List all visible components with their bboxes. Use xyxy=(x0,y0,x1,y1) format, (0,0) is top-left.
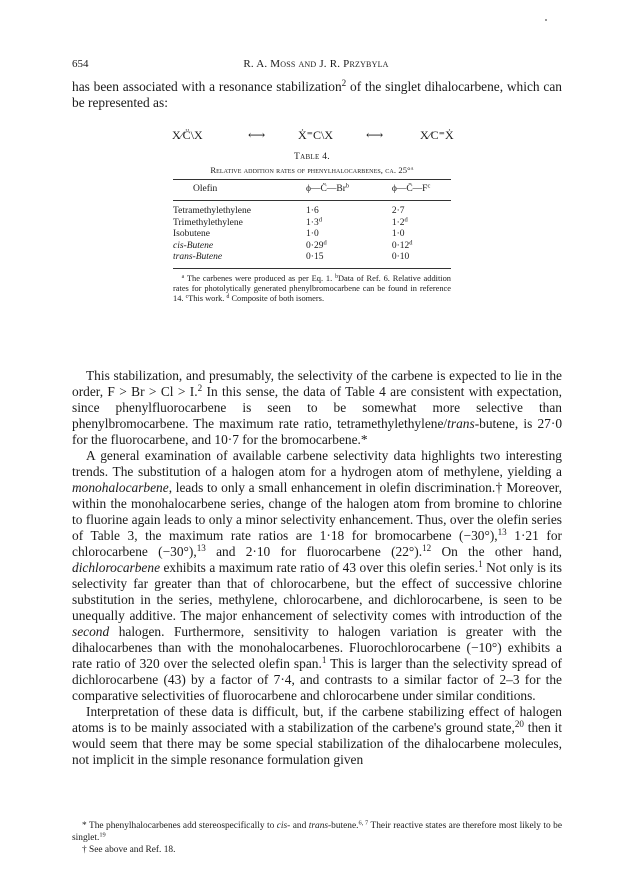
citation-sup: 2 xyxy=(197,383,203,393)
structure-2: Ẋ⁼C\X xyxy=(298,128,334,142)
intro-text-b: of the singlet dihalocarbene, which can be represented as: xyxy=(72,79,562,110)
row-olefin: Trimethylethylene xyxy=(173,217,243,228)
row-br xyxy=(306,215,392,230)
p2-text-f: exhibits a maximum rate ratio of 43 over this olefin series. xyxy=(160,560,479,575)
row-f xyxy=(391,238,451,253)
row-olefin: trans-Butene xyxy=(173,252,306,268)
scan-speck xyxy=(545,19,547,21)
row-br xyxy=(306,201,392,218)
row-br xyxy=(306,229,392,241)
p2-text-e: On the other hand, xyxy=(431,544,562,559)
citation-sup: 12 xyxy=(422,543,432,553)
row-br xyxy=(306,238,392,253)
note-d-mark: d xyxy=(226,294,230,301)
header-bromo xyxy=(306,180,392,201)
intro-text-a: has been associated with a resonance stabilization xyxy=(72,79,342,94)
structure-3: X⁄C⁼Ẋ xyxy=(420,128,454,142)
table-row xyxy=(173,201,451,218)
row-olefin: Tetramethylethylene xyxy=(173,206,251,216)
row-f-value: 0·12 xyxy=(391,240,410,251)
rates-table xyxy=(173,179,451,269)
resonance-arrow-1: ⟷ xyxy=(248,128,266,142)
table-header-row xyxy=(173,180,451,201)
row-br xyxy=(306,252,392,268)
header-bromo-text: ϕ—C̈—Br xyxy=(306,184,346,194)
row-br-value: 1·0 xyxy=(306,229,319,239)
paragraph-1 xyxy=(72,368,562,448)
citation-sup: 1 xyxy=(321,655,327,665)
header-olefin: Olefin xyxy=(173,180,306,201)
p2-text-b: , leads to only a small enhancement in olefin discrimination.† Moreover, within the monohalocarbene series, change of the halogen atom from bromine to chlorine to fluorine again leads to only a minor selectivity enhancement. Thus, over the olefin series of Table 3, the maximum rate ratios are 1·18 for bromocarbene (−30°), xyxy=(72,480,562,543)
row-f xyxy=(392,201,451,218)
p2-text-h: halogen. Furthermore, sensitivity to halogen variation is greater with the dihalocarbenes than with the monohalocarbenes. Fluorochlorocarbene (−10°) exhibits a rate ratio of 320 over the selected olefin span. xyxy=(72,624,562,671)
resonance-structures xyxy=(170,120,480,148)
footnote-dagger: † See above and Ref. 18. xyxy=(82,845,176,855)
p1-text-b: In this sense, the data of Table 4 are consistent with expectation, since phenylfluorocarbene is seen to be somewhat more selective than phenylbromocarbene. The maximum rate ratio, tetramethylethylene/ xyxy=(72,384,562,431)
header-fluoro xyxy=(392,180,451,201)
table-caption-text: Relative addition rates of phenylhalocarbenes, ca. 25° xyxy=(210,165,411,175)
fn1-text-a: * The phenylhalocarbenes add stereospecifically to xyxy=(82,821,277,831)
p2-text-g: Not only is its selectivity far greater than that of chlorocarbene, but the effect of successive chlorine substitution in the series, methylene, chlorocarbene, and dichlorocarbene, is seen to be unequally additive. The major enhancement of selectivity comes with introduction of the xyxy=(72,560,562,623)
note-a: The carbenes were produced as per Eq. 1. xyxy=(184,273,336,283)
row-br-value: 0·29 xyxy=(306,240,324,251)
note-b-mark: b xyxy=(335,273,338,280)
table-caption xyxy=(173,165,451,175)
row-olefin: cis-Butene xyxy=(173,240,214,251)
row-f-value: 1·2 xyxy=(391,217,405,228)
citation-sup: 19 xyxy=(99,831,106,839)
intro-paragraph xyxy=(72,79,562,111)
row-br-sup: d xyxy=(323,238,327,246)
p2-text-d: and 2·10 for fluorocarbene (22°). xyxy=(205,544,423,559)
row-olefin: Isobutene xyxy=(173,229,210,239)
table-4 xyxy=(173,152,451,305)
table-notes xyxy=(173,274,451,305)
fn1-text-c: -butene. xyxy=(328,821,359,831)
row-br-value: 1·3 xyxy=(306,217,319,228)
row-f-value: 2·7 xyxy=(391,206,405,216)
resonance-arrow-2: ⟷ xyxy=(366,128,384,142)
p1-text-c: -butene, is 27·0 for the fluorocarbene, and 10·7 for the bromocarbene.* xyxy=(72,416,563,447)
table-row xyxy=(173,218,451,230)
p1-text-a: This stabilization, and presumably, the selectivity of the carbene is expected to lie in the order, F > Br > Cl > I. xyxy=(72,368,562,399)
p2-text-i: This is larger than the selectivity spread of dichlorocarbene (43) by a factor of 7·4, and contrasts to a similar factor of 2–3 for the comparative selectivities of fluorocarbene and chlorocarbene under similar conditions. xyxy=(72,656,562,703)
table-row xyxy=(173,241,451,253)
header-fluoro-sup: c xyxy=(427,182,431,190)
row-f-value: 1·0 xyxy=(391,229,405,239)
citation-sup: 13 xyxy=(196,543,206,553)
row-br-value: 1·6 xyxy=(306,206,319,216)
page-header xyxy=(72,58,560,72)
row-f xyxy=(391,215,451,230)
header-fluoro-text: ϕ—C̈—F xyxy=(391,184,428,194)
table-number: Table 4. xyxy=(294,152,330,162)
row-f-sup: d xyxy=(404,215,408,223)
paragraph-3 xyxy=(72,704,562,768)
caption-sup: a xyxy=(410,165,414,172)
citation-sup: 1 xyxy=(478,559,483,569)
row-f-sup: d xyxy=(409,238,413,246)
note-c-mark: c xyxy=(185,294,189,301)
p1-italic: trans xyxy=(447,416,475,431)
author-names: R. A. Moss and J. R. Przybyla xyxy=(243,58,389,70)
note-a-mark: a xyxy=(181,273,185,280)
citation-sup: 20 xyxy=(514,719,524,729)
citation-sup: 13 xyxy=(497,527,507,537)
note-b: Data of Ref. 6. Relative addition rates for photolytically generated phenylbromocarbene can be found in reference 14. xyxy=(173,273,451,304)
fn1-italic-trans: trans xyxy=(308,821,329,831)
row-f-value: 0·10 xyxy=(391,252,410,262)
paragraph-2 xyxy=(72,448,562,704)
body-text xyxy=(72,368,562,768)
row-f xyxy=(392,252,451,268)
note-c: This work. xyxy=(188,294,227,304)
p3-text-a: Interpretation of these data is difficult, but, if the carbene stabilizing effect of halogen atoms is to be mainly associated with a stabilization of the carbene's ground state, xyxy=(72,704,562,735)
p2-text-c: 1·21 for chlorocarbene (−30°), xyxy=(72,528,562,559)
page-number: 654 xyxy=(72,58,89,70)
p2-italic-di: dichlorocarbene xyxy=(72,560,161,575)
fn1-text-d: Their reactive states are therefore most likely to be singlet. xyxy=(72,821,562,843)
fn1-text-b: and xyxy=(290,821,309,831)
header-bromo-sup: b xyxy=(345,182,350,190)
citation-sup: 2 xyxy=(341,78,347,88)
table-row xyxy=(173,252,451,268)
p3-text-b: then it would seem that there may be some special stabilization of the dihalocarbene molecules, not implicit in the simple resonance formulation given xyxy=(72,720,562,767)
row-br-value: 0·15 xyxy=(306,252,324,262)
footnote-asterisk xyxy=(72,820,562,844)
note-d: Composite of both isomers. xyxy=(229,294,325,304)
row-f xyxy=(392,229,451,241)
footnotes xyxy=(72,820,562,856)
p2-text-a: A general examination of available carbene selectivity data highlights two interesting trends. The substitution of a halogen atom for a hydrogen atom of methylene, yielding a xyxy=(72,448,562,479)
fn1-italic-cis: cis- xyxy=(276,821,291,831)
citation-sup: 6, 7 xyxy=(358,819,369,827)
p2-italic-second: second xyxy=(72,624,110,639)
row-br-sup: d xyxy=(318,215,322,223)
p2-italic-mono: monohalocarbene xyxy=(72,480,169,495)
structure-1: X⁄C̈\X xyxy=(172,128,203,142)
running-head xyxy=(72,58,560,70)
